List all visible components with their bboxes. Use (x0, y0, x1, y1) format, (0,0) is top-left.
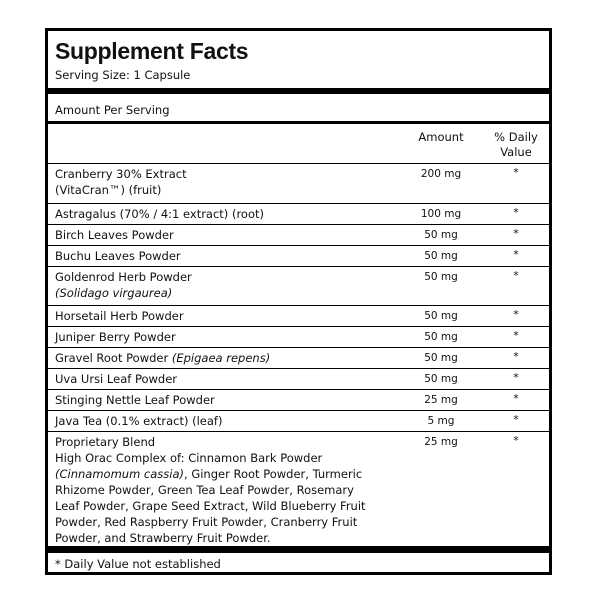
ingredient-daily-value: * (513, 206, 519, 219)
ingredient-amount: 5 mg (427, 415, 455, 427)
ingredient-amount: 200 mg (420, 168, 462, 180)
ingredient-daily-value: * (513, 434, 519, 447)
ingredient-name: Cranberry 30% Extract (VitaCran™) (fruit) (55, 167, 187, 197)
ingredient-daily-value: * (513, 350, 519, 363)
table-row (48, 204, 549, 225)
table-row (48, 306, 549, 327)
table-row (48, 369, 549, 390)
amount-per-serving: Amount Per Serving (55, 103, 170, 117)
table-row (48, 432, 549, 546)
ingredient-amount: 50 mg (424, 310, 458, 322)
ingredient-name: Stinging Nettle Leaf Powder (55, 393, 215, 407)
divider-thick (48, 88, 549, 94)
ingredient-daily-value: * (513, 371, 519, 384)
column-header-daily-value: % Daily Value (494, 130, 538, 159)
ingredient-amount: 50 mg (424, 271, 458, 283)
ingredient-daily-value: * (513, 269, 519, 282)
ingredient-name: Astragalus (70% / 4:1 extract) (root) (55, 207, 264, 221)
table-row (48, 327, 549, 348)
ingredient-name: Java Tea (0.1% extract) (leaf) (55, 414, 223, 428)
ingredient-name: Uva Ursi Leaf Powder (55, 372, 178, 386)
ingredient-amount: 25 mg (424, 394, 458, 406)
table-row (48, 348, 549, 369)
ingredient-daily-value: * (513, 392, 519, 405)
serving-size: Serving Size: 1 Capsule (55, 68, 191, 82)
footnote: * Daily Value not established (55, 557, 221, 571)
table-row (48, 225, 549, 246)
table-row (48, 390, 549, 411)
ingredient-daily-value: * (513, 329, 519, 342)
ingredient-name: Buchu Leaves Powder (55, 249, 181, 263)
ingredient-daily-value: * (513, 227, 519, 240)
ingredient-amount: 50 mg (424, 331, 458, 343)
ingredient-daily-value: * (513, 248, 519, 261)
ingredient-name: Birch Leaves Powder (55, 228, 174, 242)
ingredient-daily-value: * (513, 308, 519, 321)
supplement-facts-panel (45, 28, 552, 575)
table-row (48, 246, 549, 267)
ingredient-daily-value: * (513, 413, 519, 426)
ingredient-name: Proprietary Blend High Orac Complex of: Cinnamon Bark Powder (Cinnamomum cassia), Ginger Root Powder, Turmeric Rhizome Powder, Green Tea Leaf Powder, Rosemary Leaf Powder, Grape Seed Extract, Wild Blueberry Fruit Powder, Red Raspberry Fruit Powder, Cranberry Fruit Powder, and Strawberry Fruit Powder. (55, 435, 366, 545)
table-row (48, 164, 549, 204)
ingredient-name: Goldenrod Herb Powder (Solidago virgaurea) (55, 270, 192, 300)
panel-title: Supplement Facts (55, 38, 249, 64)
table-row (48, 267, 549, 306)
ingredient-name: Juniper Berry Powder (55, 330, 176, 344)
ingredient-name: Horsetail Herb Powder (55, 309, 184, 323)
ingredient-amount: 100 mg (420, 208, 462, 220)
ingredient-amount: 25 mg (424, 436, 458, 448)
divider-medium (48, 121, 549, 124)
ingredient-daily-value: * (513, 166, 519, 179)
column-header-amount: Amount (418, 130, 464, 144)
divider-thick-bottom (48, 546, 549, 553)
table-row (48, 411, 549, 432)
ingredient-amount: 50 mg (424, 373, 458, 385)
ingredient-amount: 50 mg (424, 250, 458, 262)
ingredient-amount: 50 mg (424, 352, 458, 364)
ingredient-amount: 50 mg (424, 229, 458, 241)
ingredient-name: Gravel Root Powder (Epigaea repens) (55, 351, 271, 365)
